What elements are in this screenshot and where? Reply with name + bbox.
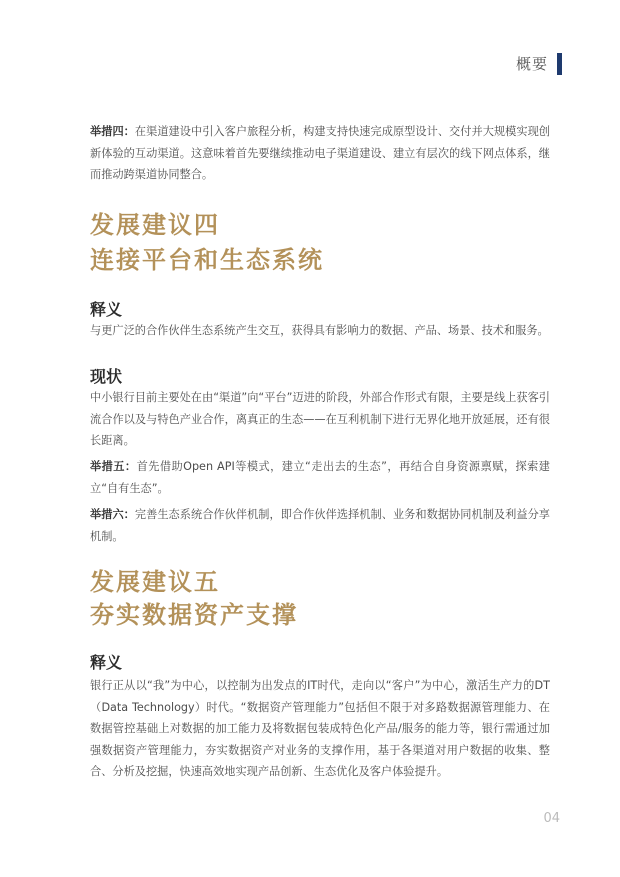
measure-5-label: 举措五： (90, 460, 137, 473)
section-marker-bar (557, 53, 562, 75)
measure-5-text: 首先借助Open API等模式，建立“走出去的生态”，再结合自身资源禀赋，探索建立“自有生态”。 (90, 460, 550, 495)
measure-4-text: 在渠道建设中引入客户旅程分析，构建支持快速完成原型设计、交付并大规模实现创新体验的互动渠道。这意味着首先要继续推动电子渠道建设、建立有层次的线下网点体系，继而推动跨渠道协同整合。 (90, 125, 550, 181)
suggestion-4-definition-heading: 释义 (90, 300, 123, 319)
suggestion-4-title-line2: 连接平台和生态系统 (90, 246, 324, 274)
measure-6-label: 举措六： (90, 508, 135, 521)
suggestion-5-title-line2: 夯实数据资产支撑 (90, 601, 298, 629)
suggestion-5-title-line1: 发展建议五 (90, 568, 220, 596)
measure-6-paragraph (90, 504, 550, 547)
page-number: 04 (543, 811, 560, 826)
measure-6-text: 完善生态系统合作伙伴机制，即合作伙伴选择机制、业务和数据协同机制及利益分享机制。 (90, 508, 550, 543)
suggestion-4-definition-text: 与更广泛的合作伙伴生态系统产生交互，获得具有影响力的数据、产品、场景、技术和服务。 (90, 324, 549, 337)
measure-5-paragraph (90, 456, 550, 499)
suggestion-5-definition-heading: 释义 (90, 653, 123, 672)
suggestion-4-status-heading: 现状 (90, 367, 123, 386)
measure-4-label: 举措四： (90, 125, 135, 138)
section-label: 概要 (515, 55, 548, 73)
suggestion-4-title-line1: 发展建议四 (90, 211, 220, 239)
measure-4-paragraph (90, 121, 550, 186)
suggestion-4-status-text: 中小银行目前主要处在由“渠道”向“平台”迈进的阶段，外部合作形式有限，主要是线上获客引流合作以及与特色产业合作，离真正的生态——在互利机制下进行无界化地开放延展，还有很长距离。 (90, 391, 550, 447)
suggestion-5-definition-text: 银行正从以“我”为中心，以控制为出发点的IT时代，走向以“客户”为中心，激活生产力的DT（Data Technology）时代。“数据资产管理能力”包括但不限于对多路数据源管理能力、在数据管控基础上对数据的加工能力及将数据包装成特色化产品/服务的能力等，银行需通过加强数据资产管理能力，夯实数据资产对业务的支撑作用，基于各渠道对用户数据的收集、整合、分析及挖掘，快速高效地实现产品创新、生态优化及客户体验提升。 (90, 679, 550, 778)
